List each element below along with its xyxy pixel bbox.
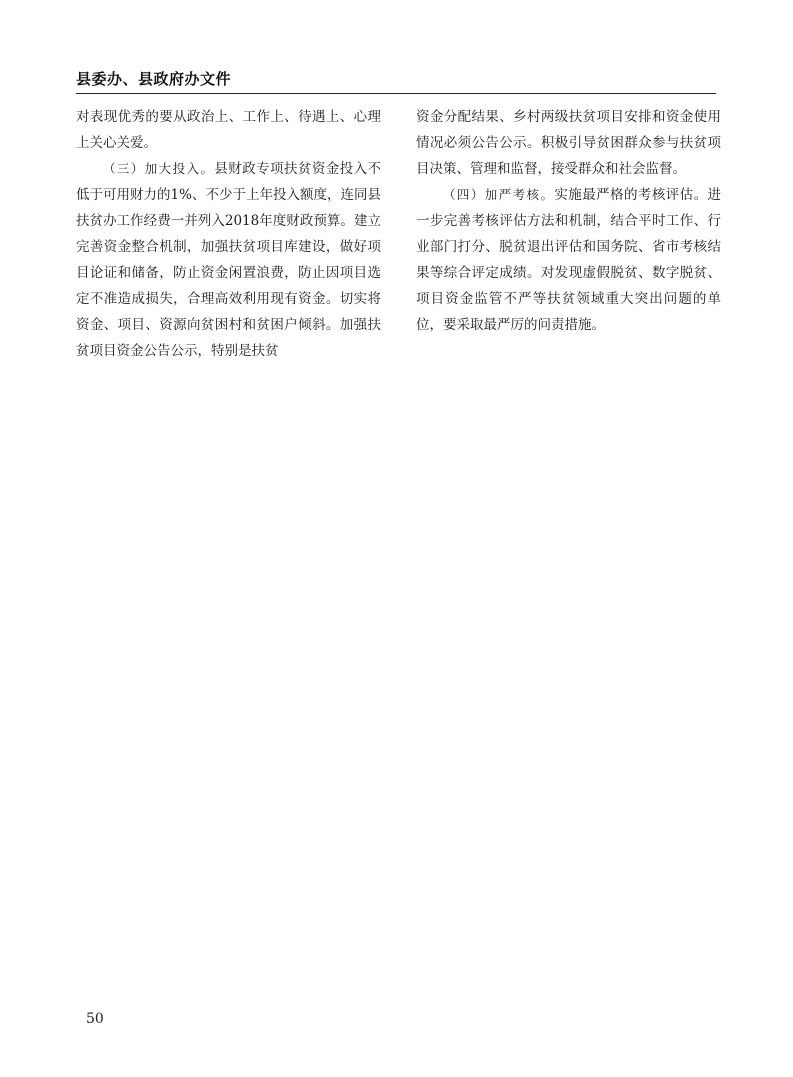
paragraph-section-three (76, 156, 381, 364)
page-number: 50 (86, 1011, 104, 1027)
paragraph-section-four (416, 182, 721, 338)
section-four-body: 实施最严格的考核评估。进一步完善考核评估方法和机制，结合平时工作、行业部门打分、脱贫退出评估和国务院、省市考核结果等综合评定成绩。对发现虚假脱贫、数字脱贫、项目资金监管不严等扶贫领域重大突出问题的单位，要采取最严厉的问责措施。 (416, 187, 721, 333)
paragraph-continuation: 对表现优秀的要从政治上、工作上、待遇上、心理上关心关爱。 (76, 109, 381, 151)
running-header: 县委办、县政府办文件 (76, 70, 232, 88)
right-column (416, 104, 721, 338)
paragraph-continuation-right: 资金分配结果、乡村两级扶贫项目安排和资金使用情况必须公告公示。积极引导贫困群众参与扶贫项目决策、管理和监督，接受群众和社会监督。 (416, 109, 721, 177)
header-rule (76, 93, 716, 94)
section-heading-three: （三）加大投入。 (103, 161, 215, 176)
section-three-body: 县财政专项扶贫资金投入不低于可用财力的1%、不少于上年投入额度，连同县扶贫办工作经费一并列入2018年度财政预算。建立完善资金整合机制，加强扶贫项目库建设，做好项目论证和储备，防止资金闲置浪费，防止因项目选定不准造成损失，合理高效利用现有资金。切实将资金、项目、资源向贫困村和贫困户倾斜。加强扶贫项目资金公告公示，特别是扶贫 (76, 161, 381, 359)
left-column (76, 104, 381, 364)
section-heading-four: （四）加严考核。 (443, 187, 555, 202)
